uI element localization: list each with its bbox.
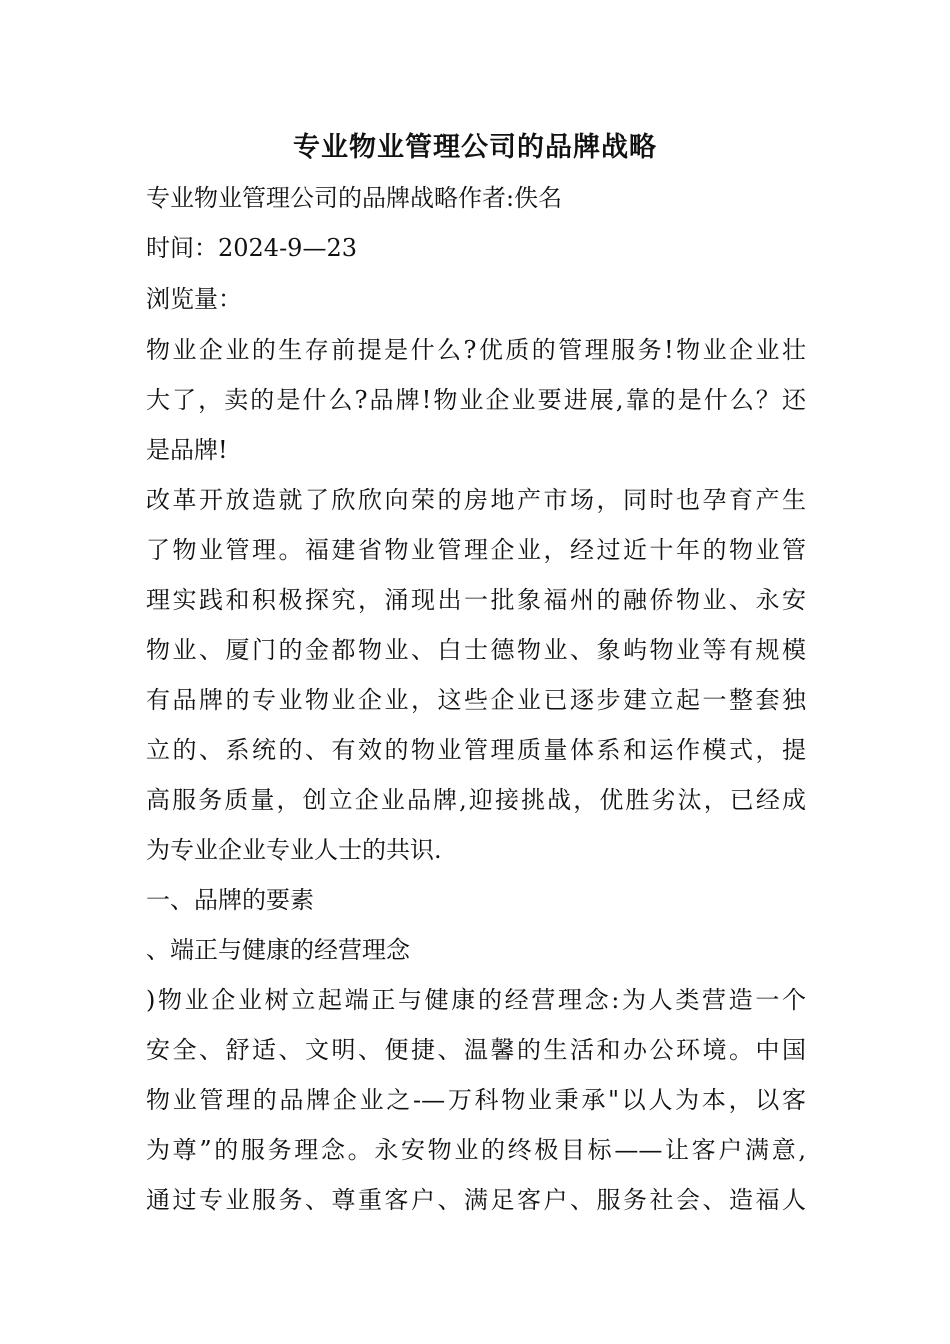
date-line: 时间：2024-9—23 <box>146 234 357 262</box>
paragraph-2-line: 立的、系统的、有效的物业管理质量体系和运作模式，提 <box>146 736 806 764</box>
paragraph-1-line: 大了，卖的是什么?品牌!物业企业要进展,靠的是什么？还 <box>146 386 806 414</box>
paragraph-3-line: 为尊”的服务理念。永安物业的终极目标——让客户满意, <box>146 1136 806 1164</box>
paragraph-2-line: 高服务质量，创立企业品牌,迎接挑战，优胜劣汰，已经成 <box>146 786 806 814</box>
paragraph-2-line: 物业、厦门的金都物业、白士德物业、象屿物业等有规模 <box>146 636 806 664</box>
paragraph-1-line: 是品牌! <box>146 436 228 464</box>
paragraph-2-line: 有品牌的专业物业企业，这些企业已逐步建立起一整套独 <box>146 686 806 714</box>
paragraph-3-line: )物业企业树立起端正与健康的经营理念:为人类营造一个 <box>146 986 806 1014</box>
paragraph-3-line: 安全、舒适、文明、便捷、温馨的生活和办公环境。中国 <box>146 1036 806 1064</box>
paragraph-2-line: 为专业企业专业人士的共识. <box>146 836 442 864</box>
paragraph-2-line: 了物业管理。福建省物业管理企业，经过近十年的物业管 <box>146 536 806 564</box>
section-heading: 一、品牌的要素 <box>146 886 314 914</box>
byline: 专业物业管理公司的品牌战略作者:佚名 <box>146 184 563 212</box>
paragraph-2-line: 改革开放造就了欣欣向荣的房地产市场，同时也孕育产生 <box>146 486 806 514</box>
paragraph-3-line: 物业管理的品牌企业之-—万科物业秉承"以人为本，以客 <box>146 1086 806 1114</box>
paragraph-1-line: 物业企业的生存前提是什么?优质的管理服务!物业企业壮 <box>146 336 806 364</box>
paragraph-3-line: 通过专业服务、尊重客户、满足客户、服务社会、造福人 <box>146 1186 806 1214</box>
views-line: 浏览量： <box>146 285 242 313</box>
paragraph-2-line: 理实践和积极探究，涌现出一批象福州的融侨物业、永安 <box>146 586 806 614</box>
document-title: 专业物业管理公司的品牌战略 <box>293 132 657 163</box>
subsection-heading: 、端正与健康的经营理念 <box>146 936 410 964</box>
